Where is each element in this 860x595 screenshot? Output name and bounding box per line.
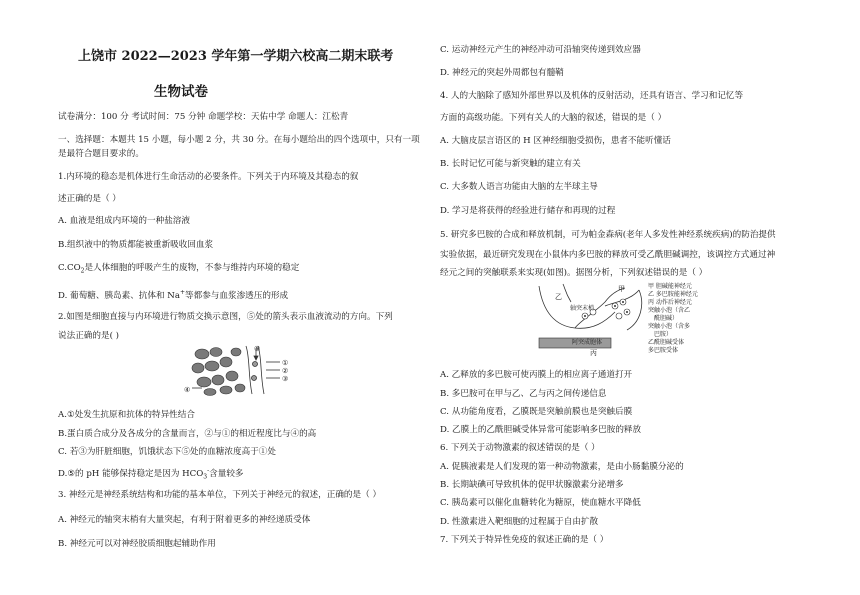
q1-option-a: A. 血液是组成内环境的一种盐溶液 (58, 216, 190, 226)
q5-legend-2: 乙 多巴胺能神经元 (648, 291, 698, 298)
exam-subject: 生物试卷 (154, 84, 208, 100)
q2-stem-line-2: 说法正确的是( ) (58, 331, 119, 341)
q4-option-c: C. 大多数人语言功能由大脑的左半球主导 (440, 182, 598, 192)
q6-stem: 6. 下列关于动物激素的叙述错误的是（ ） (440, 443, 600, 453)
q1-option-b: B.组织液中的物质都能被重新吸收回血浆 (58, 240, 214, 250)
right-column (440, 0, 840, 595)
q5-option-d: D. 乙膜上的乙酰胆碱受体异常可能影响多巴胺的释放 (440, 425, 642, 435)
q2-label-2: ② (282, 367, 289, 375)
q5-legend-9: 多巴胺受体 (648, 347, 679, 354)
q6-option-c: C. 胰岛素可以催化血糖转化为糖原，使血糖水平降低 (440, 498, 641, 508)
q5-legend-4: 突触小泡（含乙 (648, 307, 691, 314)
q5-stem-line-3: 经元之间的突触联系来实现(如图)。据图分析，下列叙述错误的是（ ） (440, 268, 708, 278)
q2-stem-line-1: 2.如图是细胞直接与内环境进行物质交换示意图，⑤处的箭头表示血液流动的方向。下列 (58, 312, 393, 322)
q2-option-a: A.①处发生抗原和抗体的特异性结合 (58, 410, 195, 420)
q5-diagram-label-axon: 轴突末梢 (570, 305, 595, 312)
q5-stem-line-1: 5. 研究多巴胺的合成和释放机制，可为帕金森病(老年人多发性神经系统疾病)的防治提供 (440, 230, 776, 240)
q6-option-d: D. 性激素进入靶细胞的过程属于自由扩散 (440, 517, 599, 527)
q5-diagram-label-jia: 甲 (618, 285, 625, 293)
q5-diagram-label-soma: 阿突成胞体 (572, 339, 603, 346)
q3-stem: 3. 神经元是神经系统结构和功能的基本单位，下列关于神经元的叙述，正确的是（ ） (58, 490, 382, 500)
q4-option-d: D. 学习是将获得的经验进行储存和再现的过程 (440, 206, 616, 216)
left-column (58, 0, 458, 595)
q5-option-b: B. 多巴胺可在甲与乙、乙与丙之间传递信息 (440, 389, 607, 399)
q6-option-b: B. 长期缺碘可导致机体的促甲状腺激素分泌增多 (440, 480, 624, 490)
q3-option-d: D. 神经元的突起外周都包有髓鞘 (440, 68, 564, 78)
q3-option-c: C. 运动神经元产生的神经冲动可沿轴突传递到效应器 (440, 45, 641, 55)
q5-legend-7: 巴胺） (654, 331, 673, 338)
q7-stem: 7. 下列关于特异性免疫的叙述正确的是（ ） (440, 535, 609, 545)
q5-diagram-label-bing: 丙 (590, 349, 597, 357)
q1-stem-line-2: 述正确的是（ ） (58, 194, 121, 204)
q3-option-a: A. 神经元的轴突末梢有大量突起，有利于附着更多的神经递质受体 (58, 515, 311, 525)
q2-label-5: ⑤ (254, 345, 261, 353)
q5-stem-line-2: 实验依据，最近研究发现在小鼠体内多巴胺的释放可受乙酰胆碱调控，该调控方式通过神 (440, 250, 776, 260)
q1-option-d: D. 葡萄糖、胰岛素、抗体和 Na+等都参与血浆渗透压的形成 (58, 289, 289, 301)
q5-legend-3: 丙 动作后神经元 (648, 299, 692, 306)
q1-stem-line-1: 1.内环境的稳态是机体进行生命活动的必要条件。下列关于内环境及其稳态的叙 (58, 172, 359, 182)
q5-legend-1: 甲 胆碱能神经元 (648, 283, 692, 290)
q2-option-d: D.⑤的 pH 能够保持稳定是因为 $HCO_3^-$含量较多 (58, 467, 244, 481)
q5-legend-8: 乙酰胆碱受体 (648, 339, 685, 346)
q6-option-a: A. 促胰液素是人们发现的第一种动物激素，是由小肠黏膜分泌的 (440, 462, 684, 472)
exam-meta: 试卷满分：100 分 考试时间：75 分钟 命题学校：天佑中学 命题人：江松青 (58, 112, 349, 122)
q3-option-b: B. 神经元可以对神经胶质细胞起辅助作用 (58, 539, 216, 549)
q4-option-a: A. 大脑皮层言语区的 H 区神经细胞受损伤，患者不能听懂话 (440, 136, 671, 146)
q2-label-1: ① (282, 359, 289, 367)
section-intro-line-2: 是最符合题目要求的。 (58, 149, 144, 159)
q2-option-c: C. 若③为肝脏细胞，饥饿状态下⑤处的血糖浓度高于①处 (58, 447, 276, 457)
q5-diagram-label-yi: 乙 (555, 293, 562, 301)
q2-label-3: ③ (282, 375, 289, 383)
q1-option-c: $C.CO_2$是人体细胞的呼吸产生的废物，不参与维持内环境的稳定 (58, 263, 300, 275)
section-intro-line-1: 一、选择题：本题共 15 小题，每小题 2 分，共 30 分。在每小题给出的四个选项中，只有一项 (58, 135, 420, 145)
q5-legend-6: 突触小泡（含多 (648, 323, 691, 330)
q2-label-4: ④ (184, 386, 191, 394)
q4-stem-line-1: 4. 人的大脑除了感知外部世界以及机体的反射活动，还具有语言、学习和记忆等 (440, 91, 744, 101)
q4-option-b: B. 长时记忆可能与新突触的建立有关 (440, 159, 581, 169)
q4-stem-line-2: 方面的高级功能。下列有关人的大脑的叙述，错误的是（ ） (440, 113, 667, 123)
q5-option-a: A. 乙释放的多巴胺可使丙膜上的相应离子通道打开 (440, 370, 633, 380)
q5-legend-5: 酰胆碱） (654, 315, 679, 322)
q5-option-c: C. 从功能角度看，乙膜既是突触前膜也是突触后膜 (440, 407, 633, 417)
exam-title: 上饶市 2022—2023 学年第一学期六校高二期末联考 (78, 49, 394, 64)
q2-option-b: B.蛋白质合成分及各成分的含量而言，②与①的相近程度比与④的高 (58, 429, 317, 439)
